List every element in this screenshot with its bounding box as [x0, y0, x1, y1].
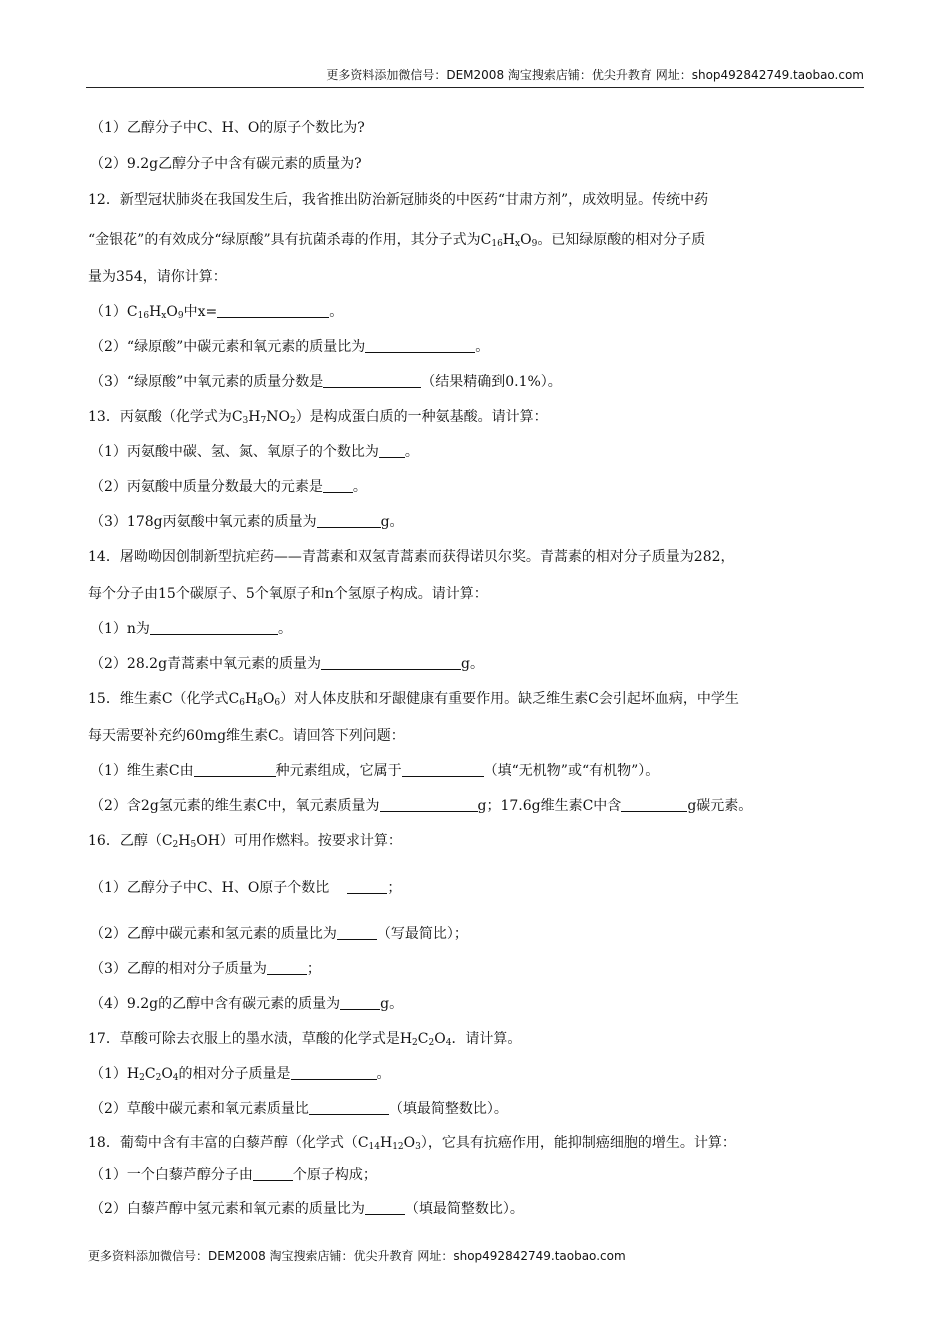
answer-blank[interactable] — [379, 443, 405, 458]
q12-part2: （2）“绿原酸”中碳元素和氧元素的质量比为 。 — [90, 339, 490, 355]
answer-blank[interactable] — [337, 925, 377, 940]
answer-blank[interactable] — [194, 762, 276, 777]
q18-line1: 18．葡萄中含有丰富的白藜芦醇（化学式$(C_{14}H_{12}O_3)$，它具有抗癌作用，能抑制癌细胞的增生。计算： — [88, 1135, 736, 1152]
q16-line1: 16．乙醇$(C_2H_5OH)$可用作燃料。按要求计算： — [88, 833, 402, 850]
page-header: 更多资料添加微信号：DEM2008 淘宝搜索店铺：优尖升教育 网址：shop492842749.taobao.com — [86, 66, 864, 88]
q13-part1: （1）丙氨酸中碳、氢、氮、氧原子的个数比为 。 — [90, 444, 419, 460]
q18-part2: （2）白藜芦醇中氢元素和氧元素的质量比为 （填最简整数比）。 — [90, 1201, 524, 1217]
answer-blank[interactable] — [365, 338, 475, 353]
q13-part3: （3）178g丙氨酸中氧元素的质量为 g。 — [90, 514, 404, 530]
answer-blank[interactable] — [621, 797, 687, 812]
answer-blank[interactable] — [253, 1166, 293, 1181]
q12-line2: “金银花”的有效成分“绿原酸”具有抗菌杀毒的作用，其分子式为$C_{16}H_xO_9$。已知绿原酸的相对分子质 — [88, 232, 706, 249]
answer-blank[interactable] — [317, 513, 381, 528]
q14-line2: 每个分子由15个碳原子、5个氧原子和n个氢原子构成。请计算： — [88, 586, 488, 602]
q13-line1: 13．丙氨酸（化学式为$C_3H_7NO_2$）是构成蛋白质的一种氨基酸。请计算： — [88, 409, 548, 426]
q15-part1: （1）维生素C由 种元素组成，它属于 （填“无机物”或“有机物”）。 — [90, 763, 660, 779]
answer-blank[interactable] — [365, 1200, 405, 1215]
answer-blank[interactable] — [309, 1100, 389, 1115]
answer-blank[interactable] — [321, 655, 461, 670]
answer-blank[interactable] — [347, 879, 387, 894]
answer-blank[interactable] — [267, 960, 307, 975]
answer-blank[interactable] — [323, 373, 421, 388]
answer-blank[interactable] — [380, 797, 478, 812]
q16-part1: （1）乙醇分子中C、H、O原子个数比 ； — [90, 880, 402, 896]
q14-part2: （2）28.2g青蒿素中氧元素的质量为 g。 — [90, 656, 485, 672]
q14-line1: 14．屠呦呦因创制新型抗疟药——青蒿素和双氢青蒿素而获得诺贝尔奖。青蒿素的相对分子质量为282， — [88, 549, 735, 565]
q18-part1: （1）一个白藜芦醇分子由 个原子构成； — [90, 1167, 377, 1183]
q16-part3: （3）乙醇的相对分子质量为 ； — [90, 961, 321, 977]
q11-part1: （1）乙醇分子中C、H、O的原子个数比为? — [90, 120, 365, 136]
answer-blank[interactable] — [150, 620, 278, 635]
answer-blank[interactable] — [291, 1065, 377, 1080]
q12-line3: 量为354，请你计算： — [88, 269, 227, 285]
answer-blank[interactable] — [217, 303, 329, 318]
q15-line1: 15．维生素C（化学式$C_6H_8O_6$）对人体皮肤和牙龈健康有重要作用。缺乏维生素C会引起坏血病，中学生 — [88, 691, 739, 708]
q15-part2: （2）含2g氢元素的维生素C中，氧元素质量为 g；17.6g维生素C中含 g碳元素。 — [90, 798, 753, 814]
answer-blank[interactable] — [402, 762, 484, 777]
q17-line1: 17．草酸可除去衣服上的墨水渍，草酸的化学式是$H_2C_2O_4$．请计算。 — [88, 1031, 522, 1048]
answer-blank[interactable] — [340, 995, 380, 1010]
q16-part4: （4）9.2g的乙醇中含有碳元素的质量为 g。 — [90, 996, 404, 1012]
answer-blank[interactable] — [323, 478, 353, 493]
q13-part2: （2）丙氨酸中质量分数最大的元素是 。 — [90, 479, 367, 495]
q11-part2: （2）9.2g乙醇分子中含有碳元素的质量为? — [90, 156, 362, 172]
q15-line2: 每天需要补充约60mg维生素C。请回答下列问题： — [88, 728, 405, 744]
q14-part1: （1）n为 。 — [90, 621, 292, 637]
q17-part1: $(1)H_2C_2O_4$的相对分子质量是 。 — [90, 1066, 391, 1083]
q12-part1: $(1)C_{16}H_xO_9$中x= 。 — [90, 304, 344, 321]
q12-part3: （3）“绿原酸”中氧元素的质量分数是 （结果精确到0.1%）。 — [90, 374, 562, 390]
q12-line1: 12．新型冠状肺炎在我国发生后，我省推出防治新冠肺炎的中医药“甘肃方剂”，成效明显。传统中药 — [88, 192, 709, 208]
page-footer: 更多资料添加微信号：DEM2008 淘宝搜索店铺：优尖升教育 网址：shop492842749.taobao.com — [88, 1249, 626, 1263]
q16-part2: （2）乙醇中碳元素和氢元素的质量比为 （写最简比）； — [90, 926, 468, 942]
q17-part2: （2）草酸中碳元素和氧元素质量比 （填最简整数比）。 — [90, 1101, 508, 1117]
